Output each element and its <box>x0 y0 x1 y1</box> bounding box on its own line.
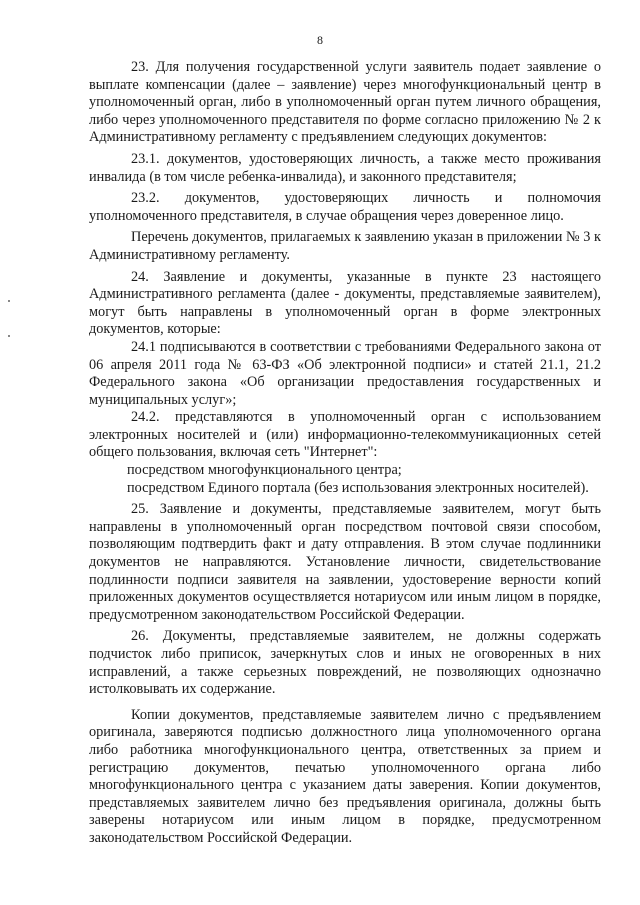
scan-margin-mark <box>8 300 10 302</box>
document-body <box>89 59 601 848</box>
paragraph-26: 26. Документы, представляемые заявителем, не должны содержать подчисток либо приписок, зачеркнутых слов и иных не оговоренных в них исправлений, а также серьезных повреждений, не позволяющих однозначно истолковывать их содержание. <box>89 628 601 698</box>
paragraph-24-1: 24.1 подписываются в соответствии с требованиями Федерального закона от 06 апреля 2011 года № 63-ФЗ «Об электронной подписи» и статей 21.1, 21.2 Федерального закона «Об организации предоставления государственных и муниципальных услуг»; <box>89 338 601 408</box>
scan-margin-mark <box>8 335 10 337</box>
paragraph-via-portal: посредством Единого портала (без использования электронных носителей). <box>127 479 589 496</box>
paragraph-23: 23. Для получения государственной услуги заявитель подает заявление о выплате компенсации (далее – заявление) через многофункциональный центр в уполномоченный орган, либо в уполномоченный орган путем личного обращения, либо через уполномоченного представителя по форме согласно приложению № 2 к Административному регламенту с предъявлением следующих документов: <box>89 59 601 146</box>
paragraph-23-1: 23.1. документов, удостоверяющих личность, а также место проживания инвалида (в том числе ребенка-инвалида), и законного представителя; <box>89 150 601 185</box>
paragraph-via-mfc: посредством многофункционального центра; <box>127 462 402 479</box>
paragraph-24: 24. Заявление и документы, указанные в пункте 23 настоящего Административного регламента (далее - документы, представляемые заявителем), могут быть направлены в уполномоченный орган в форме электронных документов, которые: <box>89 268 601 338</box>
page-number: 8 <box>317 33 323 47</box>
paragraph-attachments-list: Перечень документов, прилагаемых к заявлению указан в приложении № 3 к Административному регламенту. <box>89 229 601 263</box>
paragraph-24-2: 24.2. представляются в уполномоченный орган с использованием электронных носителей и (или) информационно-телекоммуникационных сетей общего пользования, включая сеть "Интернет": <box>89 409 601 461</box>
paragraph-copies: Копии документов, представляемые заявителем лично с предъявлением оригинала, заверяются подписью должностного лица уполномоченного органа либо работника многофункционального центра, ответственных за прием и регистрацию документов, печатью уполномоченного органа либо многофункционального центра с указанием даты заверения. Копии документов, представляемых заявителем лично без предъявления оригинала, должны быть заверены нотариусом или иным лицом в порядке, предусмотренном законодательством Российской Федерации. <box>89 706 601 846</box>
paragraph-25: 25. Заявление и документы, представляемые заявителем, могут быть направлены в уполномоченный орган посредством почтовой связи способом, позволяющим подтвердить факт и дату отправления. В этом случае подлинники документов не направляются. Установление личности, свидетельствование подлинности подписи заявителя на заявлении, удостоверение верности копий приложенных документов осуществляется нотариусом или иным лицом в порядке, предусмотренном законодательством Российской Федерации. <box>89 501 601 623</box>
paragraph-23-2: 23.2. документов, удостоверяющих личность и полномочия уполномоченного представителя, в случае обращения через доверенное лицо. <box>89 190 601 224</box>
